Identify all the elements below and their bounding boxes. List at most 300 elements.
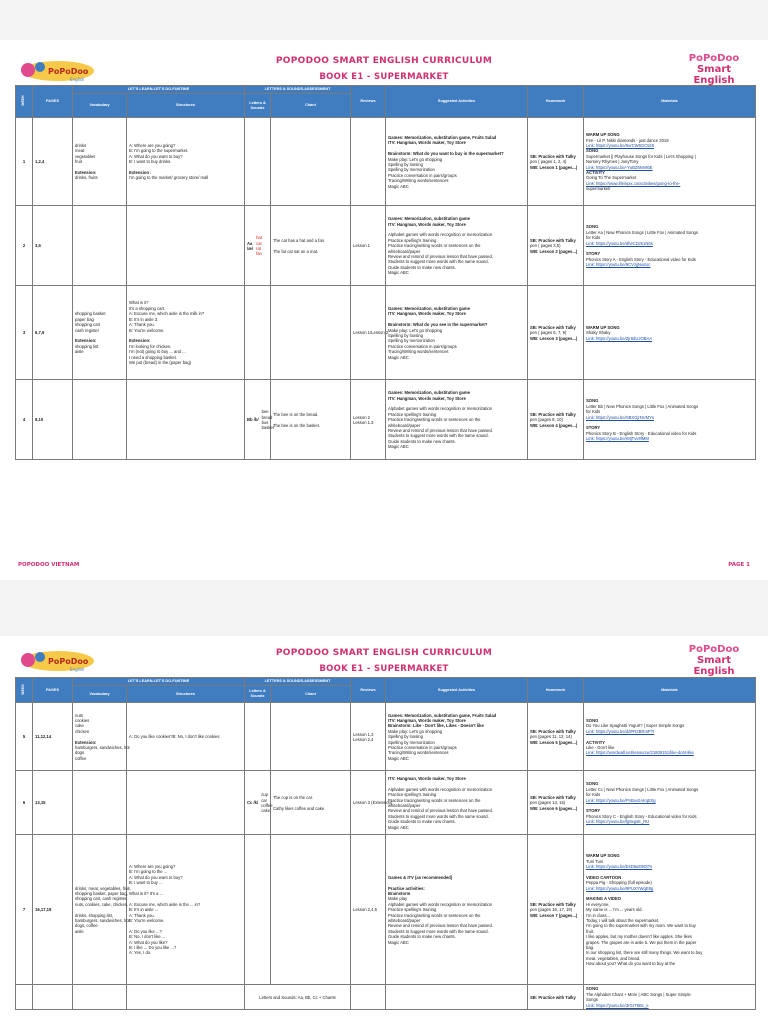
letter-words (256, 235, 262, 257)
vocab-line: dogs, coffee (75, 923, 98, 929)
homework-line: pen ( pages 1, 2, 4) (530, 159, 567, 165)
activity-line: Magic ABC (388, 354, 409, 360)
material-line: Today, I will talk about the supermarket. (586, 918, 660, 924)
material-line: SONG (586, 781, 599, 787)
material-link[interactable]: Link: https://youtu.be/EsD6uE9Dt7s (586, 863, 653, 869)
logo-right-line2: Smart English (693, 64, 735, 86)
activity-line: Magic ABC (388, 183, 409, 189)
activity-line: ITV: Hangman, Words maker, Toy Store (388, 717, 466, 723)
vocabulary-cell (73, 703, 130, 771)
homework-cell (528, 380, 584, 460)
chant-header: Chant (271, 94, 351, 118)
activities-cell (386, 985, 528, 1010)
homework-line: WB: Lesson 5 (pages...) (530, 739, 578, 745)
activity-line: Practice conversation in pairs/groups (388, 745, 457, 751)
homework-line: SB: Practice with Talky (530, 324, 576, 330)
reviews-header: Reviews (351, 86, 386, 118)
activity-line: Students to suggest more words with the same sound. (388, 259, 489, 265)
material-line: STORY (586, 251, 601, 257)
activity-line: Practice activities: (388, 885, 425, 891)
material-line: bag. (586, 945, 595, 951)
svg-text:PoPoDoo: PoPoDoo (48, 67, 89, 76)
homework-cell (528, 286, 584, 380)
vocab-line: meat (75, 148, 85, 154)
material-link[interactable]: Link: https://youtu.be/dheCDzk1N6s (586, 240, 653, 246)
homework-cell (528, 118, 584, 206)
structure-line: What is it? (129, 300, 149, 306)
vocab-line: fruit (75, 159, 82, 165)
activity-line: Practice tracing/writing words or sentences on the (388, 797, 481, 803)
structure-line: A: Where are you going? (129, 142, 176, 148)
table-row (16, 835, 756, 985)
material-link[interactable]: Link: https://youtu.be/SBXGjrNVMYs (586, 414, 654, 420)
homework-cell (528, 206, 584, 286)
vocab-line: Extension: (75, 170, 97, 176)
group1-header: LET'S LEARN-LET'S DO-FUNTIME (73, 678, 245, 686)
week-number: 1 (16, 118, 33, 206)
chant-line: The bee is on the bread. (273, 411, 319, 417)
homework-line: WB: Lesson 4 (pages...) (530, 422, 578, 428)
vocab-line: shopping list (75, 343, 99, 349)
activity-line: Games: Memorization, substitution game (388, 390, 470, 396)
table-row (16, 985, 756, 1010)
activity-line: ITV: Hangman, Words maker, Toy Store (388, 775, 466, 781)
chant-line: The fat cat sat on a mat. (273, 248, 319, 254)
table-row (16, 286, 756, 380)
week-number: 4 (16, 380, 33, 460)
document-page-2 (0, 636, 768, 1024)
chant-cell (245, 985, 351, 1010)
materials-cell (584, 206, 756, 286)
structure-line: A: Yes, I do. (129, 950, 152, 956)
logo-right-line2: Smart English (693, 655, 735, 677)
vocab-line: nuts, cookies, cake, chicken, (75, 901, 129, 907)
material-line: grapes. The grapes are in aisle 5. We put them in the paper (586, 939, 697, 945)
activities-header: Suggested Activities (386, 86, 528, 118)
activities-cell (386, 286, 528, 380)
structures-cell (127, 703, 245, 771)
activities-cell (386, 206, 528, 286)
letter-word: bread (261, 414, 273, 420)
structure-line: Extension: (129, 338, 151, 344)
review-line: Lesson 2,4 (353, 736, 374, 742)
material-line: Going To The Supermarket (586, 175, 637, 181)
structure-line: We put (bread) in the (paper bag) (129, 359, 192, 365)
material-line: supermarket/ (586, 186, 611, 192)
structure-line: A: Excuse me, which aisle is the milk in? (129, 311, 205, 317)
homework-line: pen ( pages 6, 7, 9) (530, 330, 567, 336)
structure-line: B: You're welcome. (129, 327, 165, 333)
activity-line: Tracing/Writing words/sentences (388, 349, 449, 355)
material-line: STORY (586, 425, 601, 431)
reviews-cell (351, 206, 386, 286)
activities-header: Suggested Activities (386, 678, 528, 703)
homework-line: SB: Practice with Talky (530, 901, 576, 907)
activities-cell (386, 380, 528, 460)
letters-sounds-header: Letters & Sounds (245, 94, 271, 118)
empty-cell (33, 985, 73, 1010)
material-line: SONG (586, 148, 599, 154)
activities-cell (386, 771, 528, 835)
structure-line: B: No, I don't like ... (129, 934, 166, 940)
structure-line: A: Do you like ...? (129, 928, 162, 934)
activity-line: Games: Memorization, substitution game (388, 305, 470, 311)
materials-header: Materials (584, 86, 756, 118)
table-row (16, 771, 756, 835)
materials-cell (584, 835, 756, 985)
activities-cell (386, 835, 528, 985)
activity-line: Practice spelling's training (388, 237, 437, 243)
activity-line: Review and remind of previous lesson that have passed. (388, 254, 493, 260)
activity-line: Brainstorm: Like - Don't like, Likes - Doesn't like (388, 723, 484, 729)
activity-line: Games: Memorization, substitution game (388, 216, 470, 222)
material-link[interactable]: Link: https://wordwall.net/resource/21809151/like-dont-like (586, 750, 694, 756)
review-line: Lesson 3 (Extension) (353, 800, 393, 806)
material-line: How about you? What do you want to buy at the (586, 961, 676, 967)
activity-line: Spelling by memorization (388, 167, 435, 173)
chant-line: The cat has a hat and a fan. (273, 237, 326, 243)
pages-cell: 13,15 (33, 771, 73, 835)
activity-line: Alphabet games with words recognition or memorization (388, 901, 493, 907)
letters-sounds-header: Letters & Sounds (245, 686, 271, 703)
letters-sounds-cell (245, 206, 271, 286)
structure-line: I'm looking for chicken. (129, 343, 172, 349)
page-title-block (0, 648, 768, 674)
activity-line: Spelling by loosing (388, 161, 423, 167)
structures-cell (127, 835, 245, 985)
material-line: SONG (586, 224, 599, 230)
pages-cell: 16,17,19 (33, 835, 73, 985)
pages-cell: 1,2,4 (33, 118, 73, 206)
activity-line: Make play: Let's go shopping (388, 327, 443, 333)
letter-word: bee (261, 409, 269, 415)
homework-line: SB: Practice with Talky (530, 794, 576, 800)
activity-line: Guide students to make new chants. (388, 264, 456, 270)
material-line: Phonics Story A - English Story - Educational video for Kids (586, 256, 696, 262)
homework-cell (528, 985, 584, 1010)
chant-cell (271, 380, 351, 460)
homework-line: pen (pages 8, 10) (530, 417, 563, 423)
document-page-1 (0, 40, 768, 580)
material-line: Peppa Pig - Shopping (full episode) (586, 880, 652, 886)
materials-header: Materials (584, 678, 756, 703)
material-line: Do You Like Spaghetti Yogurt? | Super Simple Songs (586, 723, 685, 729)
structures-cell (127, 380, 245, 460)
footer-left: POPODOO VIETNAM (18, 562, 80, 568)
material-link[interactable]: Link: https://www.lifeinpix.co/activities/going-to-the- (586, 180, 681, 186)
material-line: meat, vegetables, and bread. (586, 955, 641, 961)
vocabulary-header: Vocabulary (73, 686, 127, 703)
activity-line: Make play: Let's go shopping (388, 728, 443, 734)
structure-line: B: It's in aisle ... (129, 907, 159, 913)
activity-line: Review and remind of previous lesson that have passed. (388, 808, 493, 814)
pages-header: PAGES (33, 678, 73, 703)
structure-line: B: I'm going to the ... (129, 869, 168, 875)
svg-text:English: English (70, 77, 85, 82)
vocabulary-cell (73, 118, 127, 206)
structure-line: B: It's in aisle 3. (129, 316, 159, 322)
material-link[interactable]: Link: https://youtu.be/-YuBZ6Nn9bE (586, 164, 653, 170)
structure-line: A: What do you want to buy? (129, 153, 183, 159)
materials-cell (584, 286, 756, 380)
curriculum-title: POPODOO SMART ENGLISH CURRICULUM (275, 56, 493, 66)
week-header: WEEK (16, 86, 33, 118)
logo-right-line1: PoPoDoo (688, 644, 740, 655)
material-line: STORY (586, 808, 601, 814)
homework-line: SB: Practice with Talky (530, 411, 576, 417)
material-link[interactable]: Link: https://youtu.be/Zjr6dUJOBAA (586, 335, 653, 341)
homework-line: pen (pages 11, 12, 14) (530, 734, 572, 740)
material-line: I'm in class... (586, 912, 611, 918)
letters-sounds-cell (245, 286, 271, 380)
vocab-line: shopping cart (75, 322, 101, 328)
structure-line: A: Thank you. (129, 322, 155, 328)
pages-header: PAGES (33, 86, 73, 118)
letter-sound: Bb /b/ (247, 417, 259, 423)
vocab-line: cake (75, 723, 84, 729)
activity-line: Alphabet games with words recognition or memorization (388, 786, 493, 792)
activity-line: Magic ABC (388, 939, 409, 945)
homework-line: WB: Lesson 2 (pages...) (530, 248, 578, 254)
homework-line: WB: Lesson 6 (pages...) (530, 805, 578, 811)
structure-line: I'm going to the market/ grocery store/ mall (129, 175, 209, 181)
structure-line: What is it? It's a ... (129, 890, 164, 896)
activity-line: Review and remind of previous lesson that have passed. (388, 428, 493, 434)
homework-line: SB: Practice with Talky (530, 728, 576, 734)
structure-line: A: Where are you going? (129, 863, 176, 869)
book-subtitle: BOOK E1 - SUPERMARKET (319, 72, 449, 82)
structures-header: Structures (127, 686, 245, 703)
group2-header: LETTERS & SOUNDS-ASSESSMENT (245, 678, 351, 686)
reviews-cell (351, 118, 386, 206)
material-line: Letter Aa | New Phonics Songs | Little Fox | Animated Songs (586, 229, 698, 235)
letter-word: cat (256, 240, 262, 246)
svg-text:English: English (70, 667, 85, 672)
activity-line: whiteboard/paper (388, 422, 421, 428)
activity-line: Games & ITV (as recommended) (388, 874, 453, 880)
vocab-line: vegetables (75, 153, 96, 159)
materials-cell (584, 985, 756, 1010)
table-row (16, 703, 756, 771)
activity-line: Magic ABC (388, 824, 409, 830)
activity-line: whiteboard/paper (388, 802, 421, 808)
activity-line: Practice conversation in pairs/groups (388, 172, 457, 178)
week-number: 6 (16, 771, 33, 835)
page-footer (18, 562, 750, 568)
letter-sound: Aa /æ/ (247, 240, 254, 251)
pages-cell: 6,7,9 (33, 286, 73, 380)
material-line: MAKING A VIDEO (586, 896, 622, 902)
vocabulary-cell (73, 206, 127, 286)
vocabulary-cell (73, 286, 127, 380)
material-line: The Alphabet Chant + More | ABC Songs | Super Simple (586, 991, 691, 997)
letter-word: coffee (261, 802, 273, 808)
material-link[interactable]: Link: https://youtu.be/5vrCW6GC5z8 (586, 142, 654, 148)
review-line: Lesson 1.3 (353, 419, 374, 425)
activities-cell (386, 703, 528, 771)
activity-line: Brainstorm (388, 890, 411, 896)
vocab-line: shopping basket (75, 311, 106, 317)
homework-line: SB: Practice with Talky (530, 153, 576, 159)
homework-line: pen ( pages 3,5) (530, 243, 561, 249)
activity-line: ITV: Hangman, Words maker, Toy Store (388, 311, 466, 317)
curriculum-table-page-1 (15, 85, 756, 460)
material-link[interactable]: Link: https://youtu.be/3rGrT6Bc_e (586, 1002, 649, 1008)
vocab-line: dogs (75, 750, 85, 756)
material-line: I'm going to the supermarket with my mom. We want to buy (586, 923, 696, 929)
materials-cell (584, 703, 756, 771)
vocab-line: Extension: (75, 739, 97, 745)
material-line: VIDEO CARTOON (586, 874, 622, 880)
structure-line: A: Thank you. (129, 912, 155, 918)
material-line: WARM UP SONG (586, 132, 620, 138)
structure-line: B: You're welcome. (129, 918, 165, 924)
activity-line: Practice spelling's training (388, 792, 437, 798)
material-link[interactable]: Link: https://youtu.be/PnBvv2AKqE0g (586, 797, 656, 803)
footer-page-number: PAGE 1 (728, 562, 750, 568)
material-line: Tuni Tuni (586, 858, 604, 864)
chant-line: The cup is on the car. (273, 794, 314, 800)
vocab-line: coffee (75, 755, 87, 761)
review-line: Lesson 1 (353, 243, 371, 249)
table-row (16, 118, 756, 206)
material-line: SONG (586, 717, 599, 723)
materials-cell (584, 380, 756, 460)
structure-line: A: Excuse me, which aisle is the ... in? (129, 901, 201, 907)
material-line: Fire - Lil P, Nikki diamonds - just dance 2019 (586, 137, 669, 143)
activity-line: Make play: Let's go shopping (388, 156, 443, 162)
material-line: Phonics Story B - English Story - Educational video for Kids (586, 430, 697, 436)
chant-cell (271, 835, 351, 985)
letters-sounds-cell (245, 380, 274, 460)
activity-line: Guide students to make new chants. (388, 934, 456, 940)
structures-cell (127, 771, 245, 835)
material-line: I like apples, but my mother doesn't like apples. She likes (586, 934, 693, 940)
letter-word: rat (256, 245, 261, 251)
curriculum-table-page-2 (15, 677, 756, 1010)
letters-sounds-cell (245, 118, 271, 206)
letter-word: hat (256, 235, 262, 241)
week-number: 3 (16, 286, 33, 380)
material-line: for Kids (586, 235, 601, 241)
material-line: Letter Bb | New Phonics Songs | Little Fox | Animated Songs (586, 403, 699, 409)
activity-line: Make play (388, 896, 408, 902)
material-link[interactable]: Link: https://youtu.be/fg9xgsE_RU (586, 819, 650, 825)
review-line: Lesson 2 (353, 414, 371, 420)
activity-line: Spelling by memorization (388, 739, 435, 745)
material-line: for Kids (586, 409, 601, 415)
material-line: Like - Don't like (586, 745, 615, 751)
group2-header: LETTERS & SOUNDS-ASSESSMENT (245, 86, 351, 94)
structures-cell (127, 286, 245, 380)
structures-cell (127, 118, 245, 206)
activity-line: Practice tracing/writing words or sentences on the (388, 243, 481, 249)
pages-cell: 8,10 (33, 380, 73, 460)
empty-cell (16, 985, 33, 1010)
activity-line: Guide students to make new chants. (388, 438, 456, 444)
vocab-line: chicken (75, 728, 90, 734)
activity-line: whiteboard/paper (388, 918, 421, 924)
vocab-line: drinks (75, 142, 87, 148)
material-line: Shaky Shaky (586, 330, 611, 336)
vocab-line: Extension: (75, 338, 97, 344)
reviews-cell (351, 286, 389, 380)
material-line: WARM UP SONG (586, 853, 620, 859)
material-link[interactable]: Link: https://youtu.be/ddPR2BRmP7I (586, 728, 655, 734)
logo-right-line1: PoPoDoo (688, 53, 740, 64)
chant-header: Chant (271, 686, 351, 703)
activity-line: Brainstorm: What do you want to buy in the supermarket? (388, 151, 504, 157)
reviews-cell (351, 703, 386, 771)
material-line: SONG (586, 398, 599, 404)
homework-cell (528, 771, 584, 835)
activity-line: Practice spelling's training (388, 907, 437, 913)
reviews-cell (351, 985, 386, 1010)
vocabulary-header: Vocabulary (73, 94, 127, 118)
activity-line: Practice spelling's training (388, 411, 437, 417)
material-line: Supermarket || Playhouse Songs for Kids | Let's Shopping | (586, 153, 696, 159)
vocab-line: drinks, shopping list, (75, 912, 113, 918)
activity-line: Alphabet games with words recognition or memorization (388, 406, 493, 412)
homework-header: Homework (528, 678, 584, 703)
letter-word: car (261, 797, 268, 803)
activity-line: Practice conversation in pairs/groups (388, 343, 457, 349)
chant-cell (271, 118, 351, 206)
material-line: Songs (586, 997, 598, 1003)
material-line: ACTIVITY (586, 170, 606, 176)
activity-line: Review and remind of previous lesson that have passed. (388, 923, 493, 929)
letters-sounds-cell (245, 835, 271, 985)
letter-sound: Cc /k/ (247, 800, 259, 806)
material-line: Letter Cc | New Phonics Songs | Little Fox | Animated Songs (586, 786, 699, 792)
chant-line: Cathy likes coffee and cake. (273, 805, 326, 811)
letter-word: bus (261, 419, 269, 425)
homework-line: pen (pages 16, 17, 19) (530, 907, 573, 913)
homework-header: Homework (528, 86, 584, 118)
vocab-line: shopping basket, paper bag, (75, 890, 128, 896)
activity-line: Games: Memorization, substitution game, Fruits Salad (388, 712, 497, 718)
material-line: Nursery Rhymes | JunyTony (586, 159, 639, 165)
materials-cell (584, 771, 756, 835)
chant-cell (271, 286, 351, 380)
structure-line: Extension : (129, 170, 152, 176)
activity-line: Spelling by loosing (388, 332, 423, 338)
vocab-line: cookies (75, 717, 90, 723)
activity-line: Magic ABC (388, 444, 409, 450)
activity-line: Tracing/Writing words/sentences (388, 750, 449, 756)
vocab-line: shopping cart, cash register, (75, 896, 128, 902)
structure-line: B: I'm going to the supermarket. (129, 148, 189, 154)
structure-line: It's a shopping cart. (129, 305, 166, 311)
pages-cell: 11,12,14 (33, 703, 73, 771)
materials-cell (584, 118, 756, 206)
structures-cell (127, 206, 245, 286)
material-line: Hi everyone, (586, 901, 610, 907)
activity-line: Spelling by memorization (388, 338, 435, 344)
reviews-header: Reviews (351, 678, 386, 703)
vocabulary-cell (73, 835, 131, 985)
material-line: WARM UP SONG (586, 324, 620, 330)
reviews-cell (351, 835, 386, 985)
activity-line: ITV: Hangman, Words maker, Toy Store (388, 140, 466, 146)
material-link[interactable]: Link: https://youtu.be/9CVzjjNxoUc (586, 262, 651, 268)
material-link[interactable]: Link: https://youtu.be/rMjTvv9fMM (586, 436, 649, 442)
structure-line: B: I like ... Do you like ...? (129, 945, 177, 951)
material-link[interactable]: Link: https://youtu.be/9PUXYWqE8g (586, 885, 654, 891)
activity-line: Practice tracing/writing words or sentences on the (388, 417, 481, 423)
vocabulary-cell (73, 380, 127, 460)
activity-line: Guide students to make new chants. (388, 819, 456, 825)
